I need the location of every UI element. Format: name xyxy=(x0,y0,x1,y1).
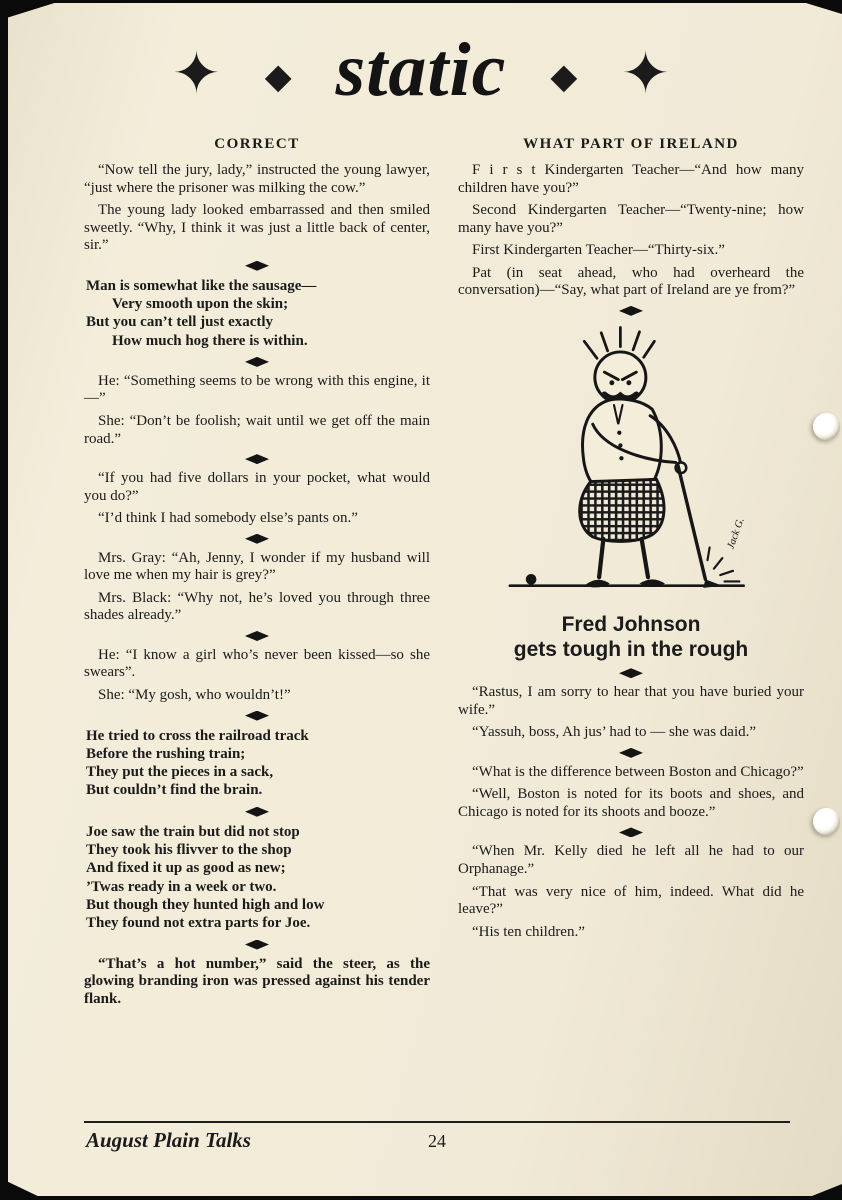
joke-paragraph: “Now tell the jury, lady,” instructed the young lawyer, “just where the prisoner was milking the cow.” xyxy=(84,162,430,196)
joke-paragraph: The young lady looked embarrassed and then smiled sweetly. “Why, I think it was just a little back of center, sir.” xyxy=(84,202,430,254)
cartoon-caption xyxy=(458,612,804,662)
scan-edge-top xyxy=(0,0,842,3)
poem-line: Joe saw the train but did not stop xyxy=(86,823,300,840)
divider-diamond-icon xyxy=(619,668,643,678)
joke-paragraph: “If you had five dollars in your pocket, what would you do?” xyxy=(84,470,430,504)
cartoon-golfer-illustration xyxy=(495,322,767,605)
divider-diamond-icon xyxy=(245,711,269,721)
joke-paragraph: She: “My gosh, who wouldn’t!” xyxy=(98,687,291,704)
joke-paragraph: First Kindergarten Teacher—“Thirty-six.” xyxy=(472,242,725,259)
poem-line: How much hog there is within. xyxy=(112,332,308,349)
poem-line: Man is somewhat like the sausage— xyxy=(86,277,317,294)
scan-corner-bottom-left xyxy=(0,1178,46,1200)
cartoon-caption-line1: Fred Johnson xyxy=(561,612,701,636)
joke-paragraph: “Well, Boston is noted for its boots and shoes, and Chicago is noted for its shoots and booze.” xyxy=(458,786,804,820)
joke-paragraph: “His ten children.” xyxy=(472,923,585,940)
divider-diamond-icon xyxy=(245,807,269,817)
poem-line: They took his flivver to the shop xyxy=(86,842,292,859)
two-column-content xyxy=(84,136,804,1013)
column-right xyxy=(458,136,804,1013)
divider-diamond-icon xyxy=(245,261,269,271)
cartoon-caption-line2: gets tough in the rough xyxy=(513,638,749,662)
divider-diamond-icon xyxy=(245,534,269,544)
star-icon-left: ✦ xyxy=(172,41,221,106)
poem-line: He tried to cross the railroad track xyxy=(86,727,309,744)
joke-paragraph: He: “Something seems to be wrong with this engine, it—” xyxy=(84,372,430,407)
scan-corner-top-left xyxy=(0,0,64,20)
binding-edge xyxy=(0,0,8,1200)
joke-paragraph: F i r s t Kindergarten Teacher—“And how many children have you?” xyxy=(458,162,804,196)
poem-line: And fixed it up as good as new; xyxy=(86,860,286,877)
divider-diamond-icon xyxy=(245,357,269,367)
footer-rule xyxy=(84,1121,790,1123)
joke-paragraph: “Yassuh, boss, Ah jus’ had to — she was daid.” xyxy=(472,724,757,741)
divider-diamond-icon xyxy=(245,454,269,464)
hole-punch-top xyxy=(813,413,840,440)
column-heading-correct: CORRECT xyxy=(214,136,300,152)
column-left xyxy=(84,136,430,1013)
poem-line: They put the pieces in a sack, xyxy=(86,764,274,781)
footer-journal-title: August Plain Talks xyxy=(86,1128,251,1152)
poem-line: ’Twas ready in a week or two. xyxy=(86,878,277,895)
cartoon-container xyxy=(495,322,767,610)
divider-diamond-icon xyxy=(619,748,643,758)
poem-line: Before the rushing train; xyxy=(86,745,246,762)
poem-sausage xyxy=(86,277,430,350)
joke-paragraph: Mrs. Gray: “Ah, Jenny, I wonder if my husband will love me when my hair is grey?” xyxy=(84,549,430,584)
poem-line: Very smooth upon the skin; xyxy=(112,296,289,313)
joke-paragraph: Mrs. Black: “Why not, he’s loved you through three shades already.” xyxy=(84,589,430,624)
cartoon-signature: Jack G. xyxy=(725,516,747,551)
scan-corner-top-right xyxy=(796,0,842,14)
joke-paragraph: “Rastus, I am sorry to hear that you have buried your wife.” xyxy=(458,684,804,718)
poem-joe xyxy=(86,823,430,933)
page-title: static xyxy=(335,27,507,112)
diamond-icon-right: ◆ xyxy=(550,56,578,96)
joke-paragraph: He: “I know a girl who’s never been kissed—so she swears”. xyxy=(84,646,430,681)
joke-paragraph: “When Mr. Kelly died he left all he had to our Orphanage.” xyxy=(458,843,804,878)
diamond-icon-left: ◆ xyxy=(264,56,292,96)
masthead xyxy=(0,24,842,128)
poem-line: But you can’t tell just exactly xyxy=(86,314,274,331)
joke-paragraph: “I’d think I had somebody else’s pants on.” xyxy=(98,510,358,527)
footer-page-number: 24 xyxy=(428,1131,446,1151)
poem-railroad xyxy=(86,727,430,800)
column-heading-ireland: WHAT PART OF IRELAND xyxy=(523,136,739,152)
star-icon-right: ✦ xyxy=(621,41,670,106)
divider-diamond-icon xyxy=(619,827,643,837)
scan-corner-bottom-right xyxy=(802,1184,842,1200)
joke-paragraph: Pat (in seat ahead, who had overheard the conversation)—“Say, what part of Ireland are ye from?” xyxy=(458,264,804,299)
poem-line: But couldn’t find the brain. xyxy=(86,782,263,799)
footer xyxy=(84,1128,790,1162)
divider-diamond-icon xyxy=(619,306,643,316)
divider-diamond-icon xyxy=(245,940,269,950)
joke-paragraph: “That’s a hot number,” said the steer, as the glowing branding iron was pressed against his tender flank. xyxy=(84,955,430,1007)
poem-line: They found not extra parts for Joe. xyxy=(86,915,311,932)
scan-edge-bottom xyxy=(0,1196,842,1200)
joke-paragraph: Second Kindergarten Teacher—“Twenty-nine; how many have you?” xyxy=(458,202,804,236)
joke-paragraph: She: “Don’t be foolish; wait until we get off the main road.” xyxy=(84,413,430,447)
poem-line: But though they hunted high and low xyxy=(86,896,325,913)
divider-diamond-icon xyxy=(245,631,269,641)
joke-paragraph: “What is the difference between Boston and Chicago?” xyxy=(472,763,804,780)
joke-paragraph: “That was very nice of him, indeed. What did he leave?” xyxy=(458,883,804,918)
hole-punch-bottom xyxy=(813,808,840,835)
